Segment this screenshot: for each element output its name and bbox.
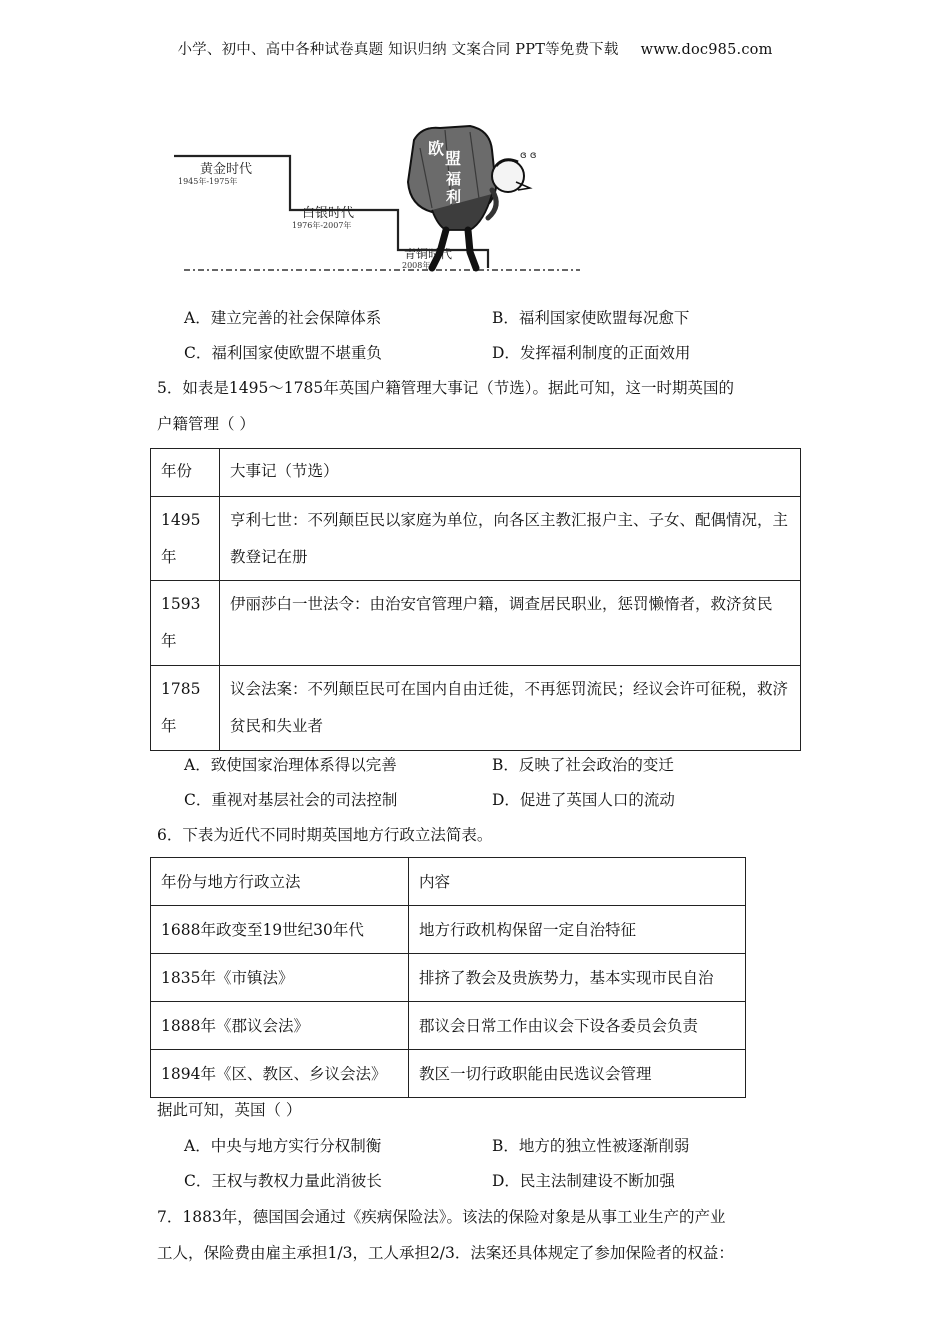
q6-content-cell: 郡议会日常工作由议会下设各委员会负责: [409, 1002, 746, 1050]
q6-law-cell: 1688年政变至19世纪30年代: [151, 906, 409, 954]
q5-event-cell: 亨利七世：不列颠臣民以家庭为单位，向各区主教汇报户主、子女、配偶情况，主教登记在册: [220, 497, 801, 581]
q5-event-cell: 议会法案：不列颠臣民可在国内自由迁徙，不再惩罚流民；经议会许可征税，救济贫民和失业者: [220, 666, 801, 751]
header-url[interactable]: www.doc985.com: [640, 42, 773, 58]
q7-line1: 7．1883年，德国国会通过《疾病保险法》。该法的保险对象是从事工业生产的产业: [157, 1208, 726, 1226]
bag-char-2: 盟: [445, 149, 462, 168]
q6-law-cell: 1894年《区、教区、乡议会法》: [151, 1050, 409, 1098]
q5-option-c[interactable]: C．重视对基层社会的司法控制: [184, 791, 398, 809]
q6-content-cell: 地方行政机构保留一定自治特征: [409, 906, 746, 954]
q5-table-header-row: [151, 449, 801, 497]
q5-header-year: 年份: [151, 449, 220, 497]
q6-header-law: 年份与地方行政立法: [151, 858, 409, 906]
bag-char-4: 利: [446, 188, 462, 206]
step-gold-title: 黄金时代: [200, 162, 253, 177]
q5-table: [150, 448, 801, 751]
q5-option-a[interactable]: A．致使国家治理体系得以完善: [184, 756, 397, 774]
q5-year-cell: 1495年: [151, 497, 220, 581]
q6-content-cell: 排挤了教会及贵族势力，基本实现市民自治: [409, 954, 746, 1002]
table-row: [151, 581, 801, 666]
q5-stem-line2: 户籍管理（ ）: [157, 415, 255, 433]
q6-option-a[interactable]: A．中央与地方实行分权制衡: [184, 1137, 382, 1155]
q5-stem-line1: 5．如表是1495～1785年英国户籍管理大事记（节选）。据此可知，这一时期英国的: [157, 379, 735, 397]
bag-char-3: 福: [446, 170, 462, 188]
page-header: [0, 38, 950, 59]
q6-option-c[interactable]: C．王权与教权力量此消彼长: [184, 1172, 382, 1190]
q4-option-d[interactable]: D．发挥福利制度的正面效用: [492, 344, 691, 362]
header-text: 小学、初中、高中各种试卷真题 知识归纳 文案合同 PPT等免费下载: [177, 42, 619, 58]
cartoon-illustration: [170, 118, 590, 284]
table-row: [151, 666, 801, 751]
bag-char-1: 欧: [428, 139, 445, 158]
q7-line2: 工人，保险费由雇主承担1/3，工人承担2/3．法案还具体规定了参加保险者的权益：: [157, 1244, 734, 1262]
q6-table: [150, 857, 746, 1098]
q6-law-cell: 1835年《市镇法》: [151, 954, 409, 1002]
svg-text:ɞ ɞ: ɞ ɞ: [520, 150, 537, 161]
table-row: [151, 1002, 746, 1050]
q5-year-cell: 1593年: [151, 581, 220, 666]
table-row: [151, 497, 801, 581]
table-row: [151, 954, 746, 1002]
q6-header-content: 内容: [409, 858, 746, 906]
q6-stem: 6．下表为近代不同时期英国地方行政立法简表。: [157, 826, 493, 844]
q6-content-cell: 教区一切行政职能由民选议会管理: [409, 1050, 746, 1098]
step-silver-title: 白银时代: [302, 206, 355, 221]
q5-year-cell: 1785年: [151, 666, 220, 751]
q4-option-b[interactable]: B．福利国家使欧盟每况愈下: [492, 309, 690, 327]
step-gold-years: 1945年-1975年: [178, 177, 238, 186]
step-silver-years: 1976年-2007年: [292, 221, 352, 230]
q5-event-cell: 伊丽莎白一世法令：由治安官管理户籍，调查居民职业，惩罚懒惰者，救济贫民: [220, 581, 801, 666]
q6-law-cell: 1888年《郡议会法》: [151, 1002, 409, 1050]
q5-header-event: 大事记（节选）: [220, 449, 801, 497]
table-row: [151, 1050, 746, 1098]
step-bronze-years: 2008年-: [402, 261, 434, 270]
q5-option-d[interactable]: D．促进了英国人口的流动: [492, 791, 675, 809]
q6-table-header-row: [151, 858, 746, 906]
q6-tail: 据此可知，英国（ ）: [157, 1101, 302, 1119]
q4-option-c[interactable]: C．福利国家使欧盟不堪重负: [184, 344, 382, 362]
q6-option-d[interactable]: D．民主法制建设不断加强: [492, 1172, 675, 1190]
q4-option-a[interactable]: A．建立完善的社会保障体系: [184, 309, 382, 327]
q5-option-b[interactable]: B．反映了社会政治的变迁: [492, 756, 674, 774]
step-bronze-title: 青铜时代: [404, 247, 453, 261]
cartoon-figure: [170, 118, 590, 284]
q6-option-b[interactable]: B．地方的独立性被逐渐削弱: [492, 1137, 690, 1155]
table-row: [151, 906, 746, 954]
